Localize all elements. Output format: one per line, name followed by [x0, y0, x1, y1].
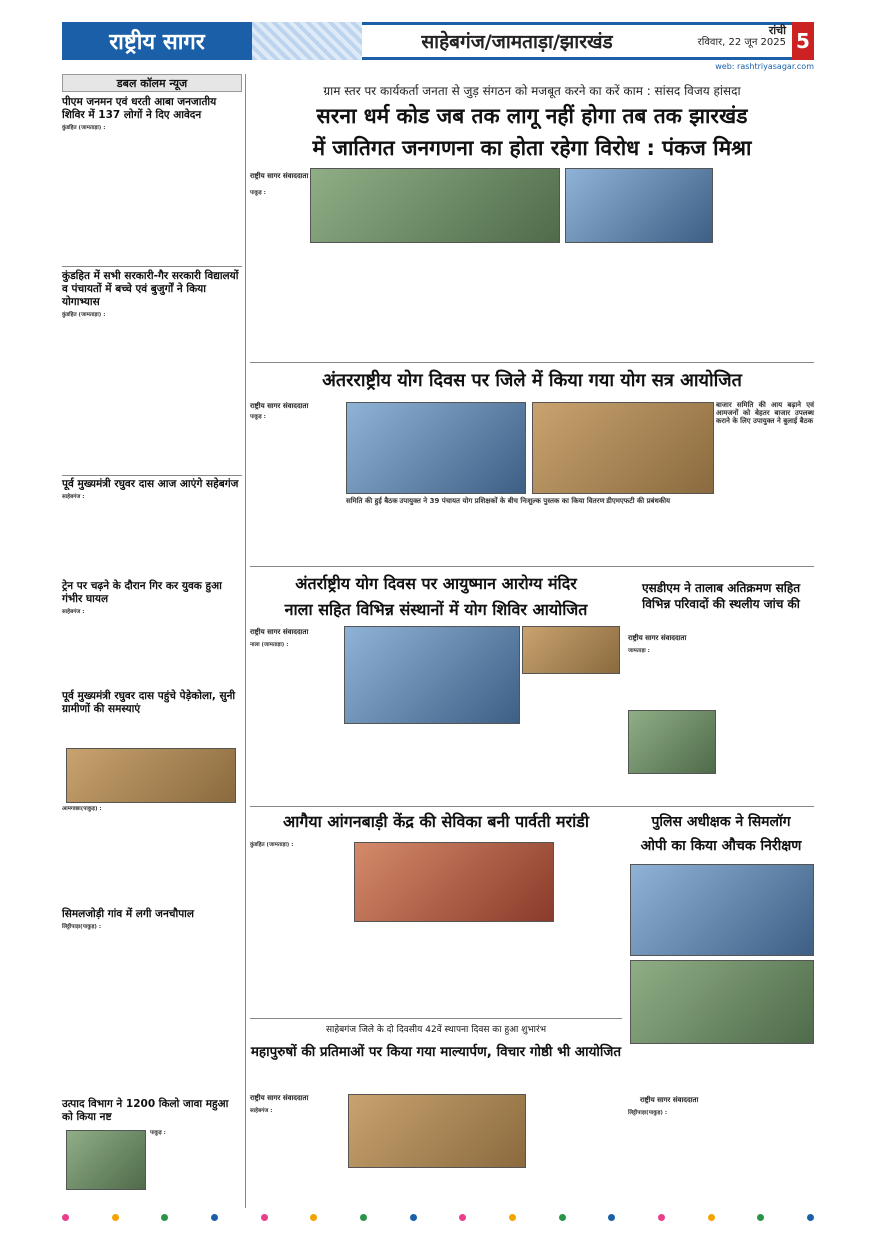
mahapurush-body-mid [348, 1172, 526, 1206]
ayush-credit: राष्ट्रीय सागर संवाददाता [250, 628, 309, 636]
left-body-5: आमगाछा(पाकुड़) : [62, 806, 102, 812]
police-credit: राष्ट्रीय सागर संवाददाता [640, 1096, 699, 1104]
left-story-3 [62, 478, 242, 578]
left-headline-5: पूर्व मुख्यमंत्री रघुवर दास पहुंचे पेड़ेकोला, सुनी ग्रामीणों की समस्याएं [62, 690, 236, 715]
yoga-photo-2 [532, 402, 714, 494]
ayush-photo-2 [522, 626, 620, 674]
footer-dot [509, 1214, 516, 1221]
ayush-photo-1 [344, 626, 520, 724]
left-body-2: कुंडहित (जामताड़ा) : [62, 312, 106, 318]
left-body-4: साहेबगंज : [62, 609, 85, 615]
lead-body-cols [310, 248, 714, 360]
mahapurush-body-left: साहेबगंज : [250, 1108, 273, 1114]
footer-dot [807, 1214, 814, 1221]
left-body-1: कुंडहित (जामताड़ा) : [62, 125, 106, 131]
left-headline-3: पूर्व मुख्यमंत्री रघुवर दास आज आएंगे सहेबगंज [62, 478, 239, 490]
left-body-6: लिट्टीपाड़ा(पाकुड़) : [62, 924, 102, 930]
lead-kicker: ग्राम स्तर पर कार्यकर्ता जनता से जुड़ संगठन को मजबूत करने का करें काम : सांसद विजय हांसदा [323, 84, 741, 98]
footer-dot [757, 1214, 764, 1221]
left-photo-1 [66, 748, 236, 803]
yoga-sub-2: उपायुक्त ने 39 पंचायत योग प्रशिक्षकों के बीच निःशुल्क पुस्तक का किया वितरण [399, 497, 605, 505]
yoga-sub-4: डीएमएफटी की प्रबंधकीय [606, 497, 671, 505]
mahapurush-headline: महापुरुषों की प्रतिमाओं पर किया गया माल्यार्पण, विचार गोष्ठी भी आयोजित [250, 1044, 622, 1060]
left-headline-2: कुंडहित में सभी सरकारी-गैर सरकारी विद्यालयों व पंचायतों में बच्चे एवं बुजुर्गों ने किया योगाभ्यास [62, 270, 239, 308]
yoga-body-left: पाकुड़ : [250, 414, 266, 420]
footer-dot [459, 1214, 466, 1221]
police-body-2 [720, 1094, 814, 1206]
mahapurush-kicker: साहेबगंज जिले के दो दिवसीय 42वें स्थापना दिवस का हुआ शुभारंभ [325, 1025, 547, 1035]
police-body-1: लिट्टीपाड़ा(पाकुड़) : [628, 1110, 668, 1116]
footer-dot [658, 1214, 665, 1221]
left-photo-2 [66, 1130, 146, 1190]
mahapurush-body-right [528, 1094, 622, 1206]
divider [250, 566, 814, 567]
city: रांची [768, 24, 786, 37]
lead-photo-2 [565, 168, 713, 243]
masthead-info [672, 22, 792, 60]
ayush-body-mid [344, 728, 620, 802]
sdm-credit: राष्ट्रीय सागर संवाददाता [628, 634, 687, 642]
ayush-headline-2: नाला सहित विभिन्न संस्थानों में योग शिविर आयोजित [284, 600, 588, 619]
page-number: 5 [792, 22, 814, 60]
footer-dot [261, 1214, 268, 1221]
anganbadi-headline: आगैया आंगनबाड़ी केंद्र की सेविका बनी पार्वती मरांडी [282, 812, 590, 831]
lead-body-right [716, 168, 814, 360]
footer-dot [708, 1214, 715, 1221]
left-body-3: साहेबगंज : [62, 494, 85, 500]
footer-dots [62, 1212, 814, 1222]
yoga-sub-1: समिति की हुई बैठक [346, 497, 398, 505]
mahapurush-photo [348, 1094, 526, 1168]
left-story-5 [62, 690, 242, 715]
anganbadi-body-left: कुंडहित (जामताड़ा) : [250, 842, 294, 848]
footer-dot [559, 1214, 566, 1221]
anganbadi-body-right [556, 842, 622, 948]
divider [250, 362, 814, 363]
lead-body: पाकुड़ : [250, 190, 266, 196]
left-story-1 [62, 96, 242, 212]
left-headline-4: ट्रेन पर चढ़ने के दौरान गिर कर युवक हुआ गंभीर घायल [62, 580, 222, 605]
divider [62, 475, 242, 476]
left-body-7: पाकुड़ : [150, 1130, 166, 1136]
divider [250, 806, 814, 807]
police-headline-1: पुलिस अधीक्षक ने सिमलॉग [651, 814, 791, 830]
sdm-headline: एसडीएम ने तालाब अतिक्रमण सहित विभिन्न परिवादों की स्थलीय जांच की [641, 581, 801, 611]
mahapurush-credit: राष्ट्रीय सागर संवाददाता [250, 1094, 309, 1102]
ayush-body-left: नाला (जामताड़ा) : [250, 642, 289, 648]
footer-dot [112, 1214, 119, 1221]
masthead-pattern [252, 22, 362, 60]
lead-photo-1 [310, 168, 560, 243]
divider [62, 266, 242, 267]
yoga-headline: अंतरराष्ट्रीय योग दिवस पर जिले में किया गया योग सत्र आयोजित [322, 370, 742, 391]
section-label: डबल कॉलम न्यूज [62, 74, 242, 92]
website[interactable]: web: rashtriyasagar.com [715, 62, 814, 71]
police-photo-1 [630, 864, 814, 956]
police-headline-2: ओपी का किया औचक निरीक्षण [640, 838, 802, 854]
left-story-2 [62, 270, 242, 470]
footer-dot [62, 1214, 69, 1221]
yoga-body-right [716, 402, 814, 564]
anganbadi-body-mid [354, 924, 554, 948]
lead-credit: राष्ट्रीय सागर संवाददाता [250, 172, 309, 180]
sdm-body-1: जामताड़ा : [628, 648, 650, 654]
lead-headline-1: सरना धर्म कोड जब तक लागू नहीं होगा तब तक झारखंड [316, 104, 748, 128]
column-rule [245, 74, 246, 1208]
anganbadi-photo [354, 842, 554, 922]
paper-name: राष्ट्रीय सागर [62, 22, 252, 60]
sdm-photo [628, 710, 716, 774]
footer-dot [410, 1214, 417, 1221]
edition-title: साहेबगंज/जामताड़ा/झारखंड [362, 22, 672, 60]
lead-headline-2: में जातिगत जनगणना का होता रहेगा विरोध : पंकज मिश्रा [312, 136, 752, 160]
yoga-body-mid [346, 498, 714, 564]
ayush-headline-1: अंतर्राष्ट्रीय योग दिवस पर आयुष्मान आरोग्य मंदिर [295, 574, 577, 593]
date: रविवार, 22 जून 2025 [697, 37, 786, 48]
yoga-photo-1 [346, 402, 526, 494]
yoga-sub-3: बाजार समिति की आय बढ़ाने एवं आमजनों को बेहतर बाजार उपलब्ध कराने के लिए उपायुक्त ने बुलाई बैठक [716, 401, 814, 425]
footer-dot [360, 1214, 367, 1221]
left-story-4 [62, 580, 242, 690]
divider [250, 1018, 622, 1019]
police-photo-2 [630, 960, 814, 1044]
left-headline-6: सिमलजोड़ी गांव में लगी जनचौपाल [62, 908, 194, 920]
footer-dot [310, 1214, 317, 1221]
left-headline-7: उत्पाद विभाग ने 1200 किलो जावा महुआ को किया नष्ट [62, 1098, 229, 1123]
left-story-7 [62, 1098, 242, 1210]
footer-dot [211, 1214, 218, 1221]
sdm-body-2 [720, 648, 814, 802]
left-story-6 [62, 908, 242, 1008]
left-headline-1: पीएम जनमन एवं धरती आबा जनजातीय शिविर में 137 लोगों ने दिए आवेदन [62, 96, 217, 121]
yoga-credit: राष्ट्रीय सागर संवाददाता [250, 402, 309, 410]
footer-dot [161, 1214, 168, 1221]
footer-dot [608, 1214, 615, 1221]
